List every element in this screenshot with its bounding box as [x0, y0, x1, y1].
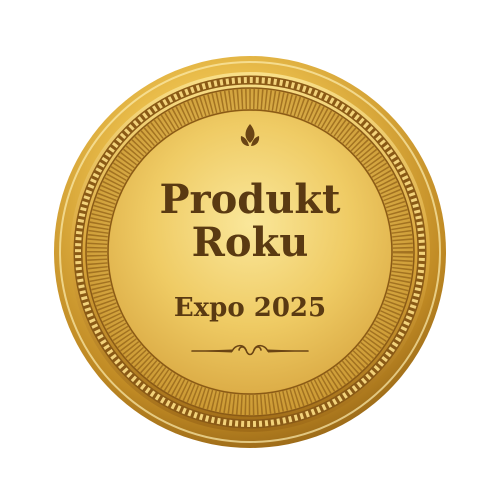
title-line-1: Produkt	[159, 176, 341, 223]
title-line-2: Roku	[191, 219, 309, 266]
subtitle: Expo 2025	[173, 293, 327, 323]
